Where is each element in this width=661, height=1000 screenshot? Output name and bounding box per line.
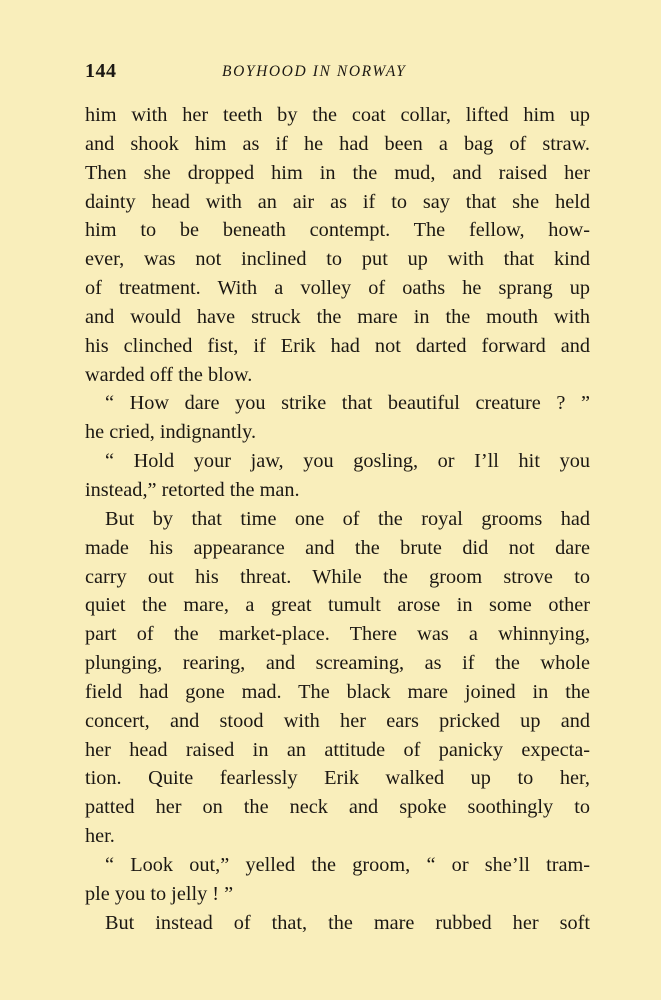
text-line: instead,” retorted the man.	[85, 478, 300, 501]
text-line: ple you to jelly ! ”	[85, 882, 234, 905]
text-line: part of the market-place. There was a whinnying,	[85, 623, 590, 646]
text-line: Then she dropped him in the mud, and raised her	[85, 161, 590, 184]
text-line: his clinched fist, if Erik had not darted forward and	[85, 334, 590, 357]
text-line: he cried, indignantly.	[85, 421, 257, 444]
text-line: But instead of that, the mare rubbed her soft	[105, 911, 590, 934]
text-line: and would have struck the mare in the mouth with	[85, 305, 590, 328]
text-line: But by that time one of the royal grooms had	[105, 507, 590, 530]
text-line: concert, and stood with her ears pricked up and	[85, 709, 590, 732]
running-head	[85, 60, 595, 90]
body-text	[85, 101, 590, 937]
text-line: “ How dare you strike that beautiful creature ? ”	[105, 392, 590, 415]
text-line: and shook him as if he had been a bag of straw.	[85, 132, 590, 155]
text-line: him to be beneath contempt. The fellow, how-	[85, 219, 590, 242]
page-number: 144	[85, 60, 117, 82]
text-line: carry out his threat. While the groom strove to	[85, 565, 590, 588]
text-line: “ Hold your jaw, you gosling, or I’ll hit you	[105, 450, 590, 473]
text-line: “ Look out,” yelled the groom, “ or she’ll tram-	[105, 853, 590, 876]
text-line: made his appearance and the brute did not dare	[85, 536, 590, 559]
text-line: field had gone mad. The black mare joined in the	[85, 680, 590, 703]
text-line: her.	[85, 825, 115, 848]
text-line: tion. Quite fearlessly Erik walked up to her,	[85, 767, 590, 790]
text-line: ever, was not inclined to put up with that kind	[85, 248, 590, 271]
text-line: her head raised in an attitude of panicky expecta-	[85, 738, 590, 761]
text-line: warded off the blow.	[85, 363, 253, 386]
text-line: of treatment. With a volley of oaths he sprang up	[85, 277, 590, 300]
text-line: patted her on the neck and spoke soothingly to	[85, 796, 590, 819]
text-line: him with her teeth by the coat collar, lifted him up	[85, 104, 590, 126]
text-line: quiet the mare, a great tumult arose in some other	[85, 594, 590, 617]
text-line: dainty head with an air as if to say that she held	[85, 190, 590, 213]
running-title: BOYHOOD IN NORWAY	[222, 63, 407, 80]
text-line: plunging, rearing, and screaming, as if the whole	[85, 652, 590, 675]
